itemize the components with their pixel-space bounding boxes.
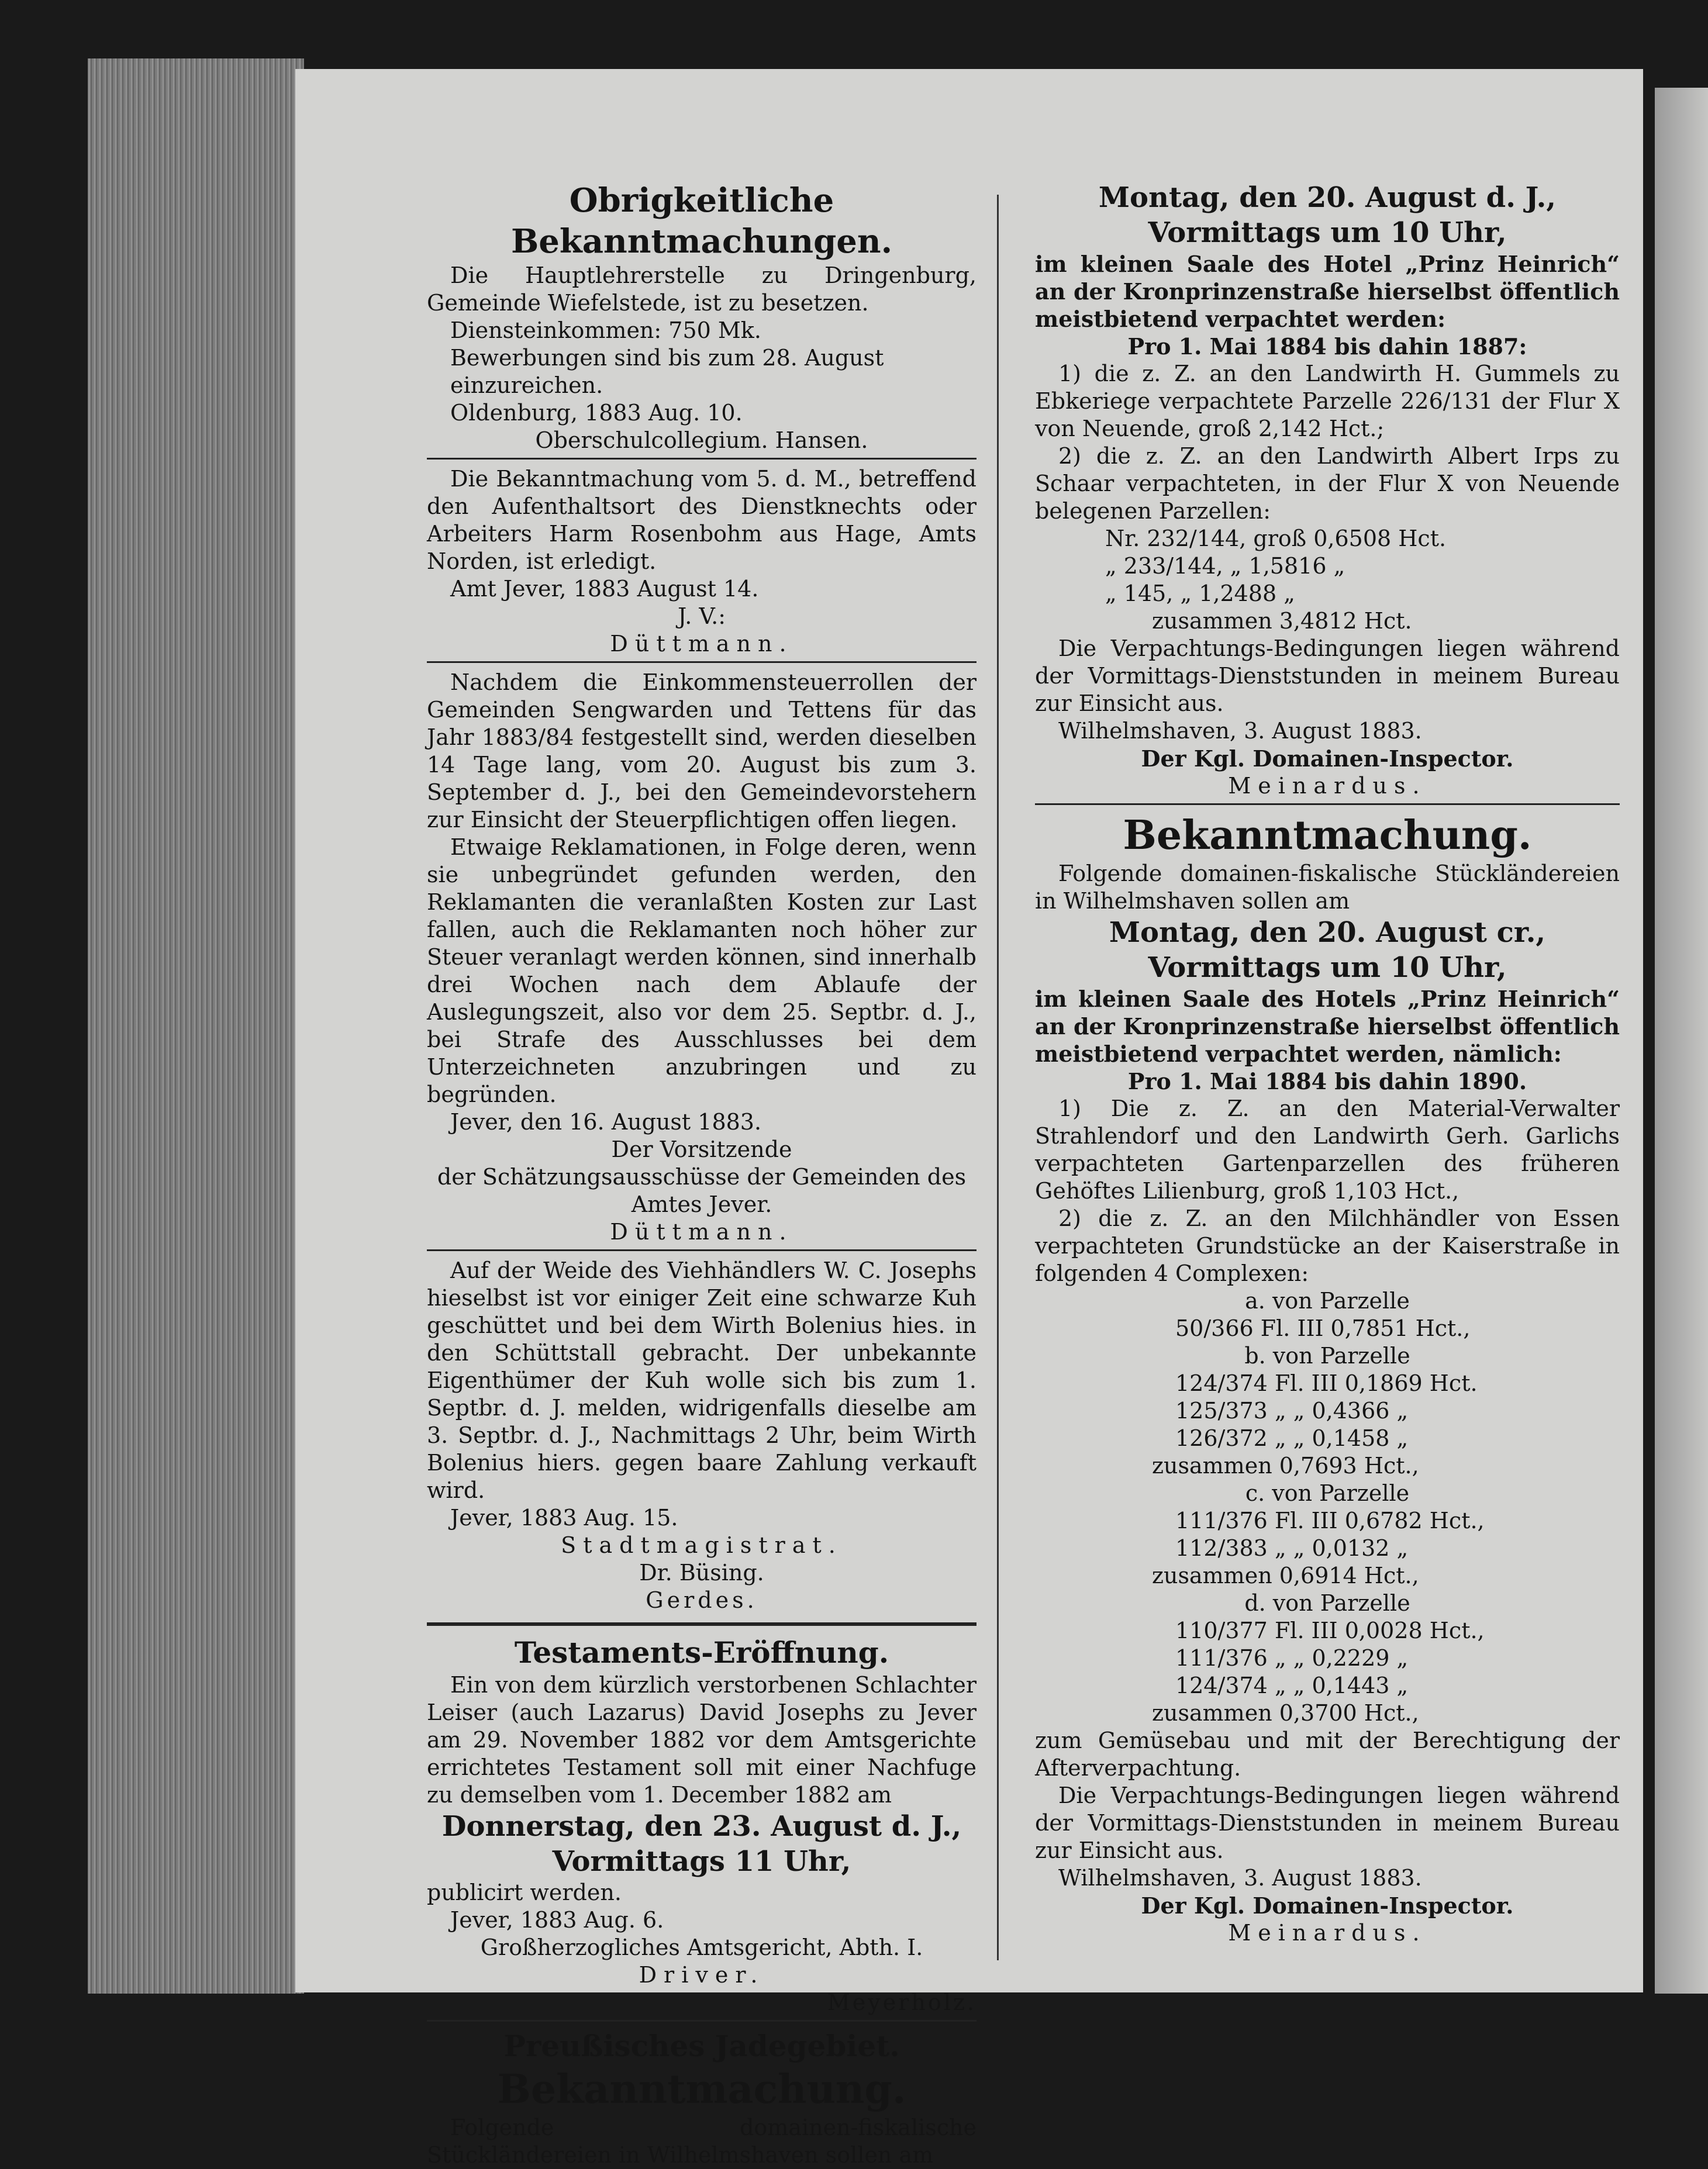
notice-signature: Gerdes.	[646, 1587, 758, 1613]
notice-signature: Düttmann.	[610, 1219, 793, 1245]
notice-day: Donnerstag, den 23. August d. J.,	[441, 1810, 962, 1843]
notice-period: Pro 1. Mai 1884 bis dahin 1890.	[1127, 1068, 1527, 1094]
notice-date: Jever, 1883 Aug. 15.	[450, 1505, 678, 1531]
notice-text: publicirt werden.	[427, 1880, 622, 1905]
section-heading: Bekanntmachung.	[1123, 812, 1532, 859]
parcel-row: Nr. 232/144, groß 0,6508 Hct.	[1105, 526, 1447, 551]
notice-time: Vormittags um 10 Uhr,	[1148, 216, 1507, 249]
divider	[427, 661, 977, 663]
notice-place: im kleinen Saale des Hotel „Prinz Heinrich“ an der Kronprinzenstraße hierselbst öffentlich meistbietend verpachtet werden:	[1035, 251, 1620, 332]
notice-item: 2) die z. Z. an den Milchhändler von Essen verpachteten Grundstücke an der Kaiserstraße in folgenden 4 Complexen:	[1035, 1206, 1620, 1286]
notice-text: Die Hauptlehrerstelle zu Dringenburg, Gemeinde Wiefelstede, ist zu besetzen.	[427, 263, 977, 316]
notice-time: Vormittags um 10 Uhr,	[1148, 951, 1507, 984]
notice-time: Vormittags 11 Uhr,	[552, 1845, 851, 1878]
notice-teacher-position	[427, 180, 977, 454]
notice-signature: Meyerholz.	[827, 1990, 977, 2015]
notice-date: Wilhelmshaven, 3. August 1883.	[1058, 1865, 1422, 1891]
notice-signature: Meinardus.	[1228, 1920, 1427, 1946]
notice-date: Jever, den 16. August 1883.	[450, 1109, 762, 1135]
notice-period: Pro 1. Mai 1884 bis dahin 1887:	[1127, 333, 1527, 360]
parcel-sum: zusammen 0,7693 Hct.,	[1152, 1453, 1419, 1479]
divider	[1035, 803, 1620, 805]
section-heading: Obrigkeitliche Bekanntmachungen.	[510, 181, 893, 261]
notice-jadegebiet-continued	[1035, 180, 1620, 800]
notice-rosenbohm	[427, 465, 977, 658]
parcel-group-label: c. von Parzelle	[1245, 1480, 1410, 1506]
notice-cow	[427, 1257, 977, 1614]
parcel-row: 126/372 „ „ 0,1458 „	[1175, 1425, 1409, 1451]
section-heading: Bekanntmachung.	[497, 2066, 906, 2113]
notice-signature: Der Kgl. Domainen-Inspector.	[1141, 1892, 1514, 1919]
notice-day: Montag, den 20. August cr.,	[1109, 916, 1546, 949]
parcel-row: 124/374 Fl. III 0,1869 Hct.	[1175, 1370, 1478, 1396]
parcel-row: 125/373 „ „ 0,4366 „	[1175, 1398, 1409, 1424]
notice-text: Folgende domainen-fiskalische Stückländereien in Wilhelmshaven sollen am	[1035, 861, 1620, 914]
section-heading: Testaments-Eröffnung.	[514, 1635, 889, 1670]
notice-signature: Driver.	[639, 1962, 765, 1988]
notice-text: Etwaige Reklamationen, in Folge deren, wenn sie unbegründet gefunden werden, den Reklamanten die veranlaßten Kosten zur Last fallen, auch die Reklamanten noch höher zur Steuer veranlagt werden können, sind innerhalb drei Wochen nach dem Ablaufe der Auslegungszeit, also vor dem 25. Septbr. d. J., bei Strafe des Ausschlusses bei dem Unterzeichneten anzubringen und zu begründen.	[427, 834, 977, 1107]
notice-signature: Stadtmagistrat.	[561, 1532, 843, 1558]
notice-text: Folgende domainen-fiskalische Stückländereien in Wilhelmshaven sollen am	[427, 2115, 977, 2168]
parcel-row: „ 233/144, „ 1,5816 „	[1105, 553, 1345, 579]
left-column	[427, 180, 977, 2169]
notice-item: 2) die z. Z. an den Landwirth Albert Irps zu Schaar verpachteten, in der Flur X von Neuende belegenen Parzellen:	[1035, 443, 1620, 524]
divider	[427, 2020, 977, 2022]
notice-court: Großherzogliches Amtsgericht, Abth. I.	[480, 1935, 923, 1960]
notice-signature: Düttmann.	[610, 631, 793, 657]
notice-signature: Meinardus.	[1228, 773, 1427, 799]
parcel-row: 111/376 „ „ 0,2229 „	[1175, 1645, 1409, 1671]
parcel-group-label: a. von Parzelle	[1245, 1288, 1410, 1314]
parcel-sum: zusammen 0,3700 Hct.,	[1152, 1700, 1419, 1726]
notice-salary: Diensteinkommen: 750 Mk.	[450, 317, 761, 343]
adjacent-page-edge	[1655, 88, 1708, 1994]
notice-text: Auf der Weide des Viehhändlers W. C. Josephs hieselbst ist vor einiger Zeit eine schwarze Kuh geschüttet und bei dem Wirth Bolenius hies. in den Schüttstall gebracht. Der unbekannte Eigenthümer der Kuh wolle sich bis zum 1. Septbr. d. J. melden, widrigenfalls dieselbe am 3. Septbr. d. J., Nachmittags 2 Uhr, beim Wirth Bolenius hiers. gegen baare Zahlung verkauft wird.	[427, 1258, 977, 1503]
parcel-group-label: d. von Parzelle	[1244, 1590, 1410, 1616]
column-divider	[997, 195, 999, 1960]
notice-signature: Oberschulcollegium. Hansen.	[535, 427, 868, 453]
notice-signature: Dr. Büsing.	[639, 1560, 764, 1586]
notice-item: 1) die z. Z. an den Landwirth H. Gummels zu Ebkeriege verpachtete Parzelle 226/131 der Flur X von Neuende, groß 2,142 Hct.;	[1035, 361, 1620, 441]
parcel-row: 50/366 Fl. III 0,7851 Hct.,	[1175, 1315, 1471, 1341]
parcel-sum: zusammen 0,6914 Hct.,	[1152, 1563, 1419, 1588]
notice-signature: Der Kgl. Domainen-Inspector.	[1141, 745, 1514, 772]
notice-signature: der Schätzungsausschüsse der Gemeinden des Amtes Jever.	[437, 1164, 967, 1217]
notice-text: Nachdem die Einkommensteuerrollen der Gemeinden Sengwarden und Tettens für das Jahr 1883/84 festgestellt sind, werden dieselben 14 Tage lang, vom 20. August bis zum 3. September d. J., bei den Gemeindevorstehern zur Einsicht der Steuerpflichtigen offen liegen.	[427, 669, 977, 833]
parcel-row: 112/383 „ „ 0,0132 „	[1175, 1535, 1409, 1561]
notice-date: Jever, 1883 Aug. 6.	[450, 1907, 664, 1933]
notice-date: Wilhelmshaven, 3. August 1883.	[1058, 718, 1422, 744]
parcel-row: „ 145, „ 1,2488 „	[1105, 581, 1295, 606]
notice-date: Amt Jever, 1883 August 14.	[450, 576, 759, 602]
divider	[427, 458, 977, 460]
notice-bekanntmachung	[1035, 811, 1620, 1947]
notice-day: Montag, den 20. August d. J.,	[1098, 181, 1557, 214]
notice-date: Oldenburg, 1883 Aug. 10.	[450, 400, 743, 426]
notice-conditions: Die Verpachtungs-Bedingungen liegen während der Vormittags-Dienststunden in meinem Bureau zur Einsicht aus.	[1035, 635, 1620, 716]
notice-place: im kleinen Saale des Hotels „Prinz Heinrich“ an der Kronprinzenstraße hierselbst öffentlich meistbietend verpachtet werden, nämlich:	[1035, 986, 1620, 1067]
parcel-group-label: b. von Parzelle	[1244, 1343, 1410, 1369]
parcel-row: 124/374 „ „ 0,1443 „	[1175, 1673, 1409, 1698]
section-heading: Preußisches Jadegebiet.	[503, 2029, 900, 2063]
newspaper-page	[295, 69, 1643, 2168]
parcel-row: 111/376 Fl. III 0,6782 Hct.,	[1175, 1508, 1485, 1534]
notice-text: Die Bekanntmachung vom 5. d. M., betreffend den Aufenthaltsort des Dienstknechts oder Arbeiters Harm Rosenbohm aus Hage, Amts Norden, ist erledigt.	[427, 466, 977, 574]
notice-iv: J. V.:	[677, 603, 726, 629]
notice-text: Ein von dem kürzlich verstorbenen Schlachter Leiser (auch Lazarus) David Josephs zu Jever am 29. November 1882 vor dem Amtsgerichte errichtetes Testament soll mit einer Nachfuge zu demselben vom 1. December 1882 am	[427, 1672, 977, 1808]
right-column	[1035, 180, 1620, 1947]
divider	[427, 1622, 977, 1626]
notice-testament	[427, 1634, 977, 2016]
notice-usage: zum Gemüsebau und mit der Berechtigung der Afterverpachtung.	[1035, 1728, 1620, 1781]
divider	[427, 1249, 977, 1251]
notice-jadegebiet	[427, 2028, 977, 2169]
parcel-sum: zusammen 3,4812 Hct.	[1152, 608, 1412, 634]
notice-conditions: Die Verpachtungs-Bedingungen liegen während der Vormittags-Dienststunden in meinem Bureau zur Einsicht aus.	[1035, 1783, 1620, 1863]
notice-tax-rolls	[427, 669, 977, 1246]
book-page-edges	[88, 58, 304, 1994]
notice-item: 1) Die z. Z. an den Material-Verwalter Strahlendorf und den Landwirth Gerh. Garlichs verpachteten Gartenparzellen des früheren Gehöftes Lilienburg, groß 1,103 Hct.,	[1035, 1096, 1620, 1204]
notice-signature: Der Vorsitzende	[611, 1137, 792, 1162]
parcel-row: 110/377 Fl. III 0,0028 Hct.,	[1175, 1618, 1485, 1643]
notice-deadline: Bewerbungen sind bis zum 28. August einzureichen.	[450, 345, 884, 398]
